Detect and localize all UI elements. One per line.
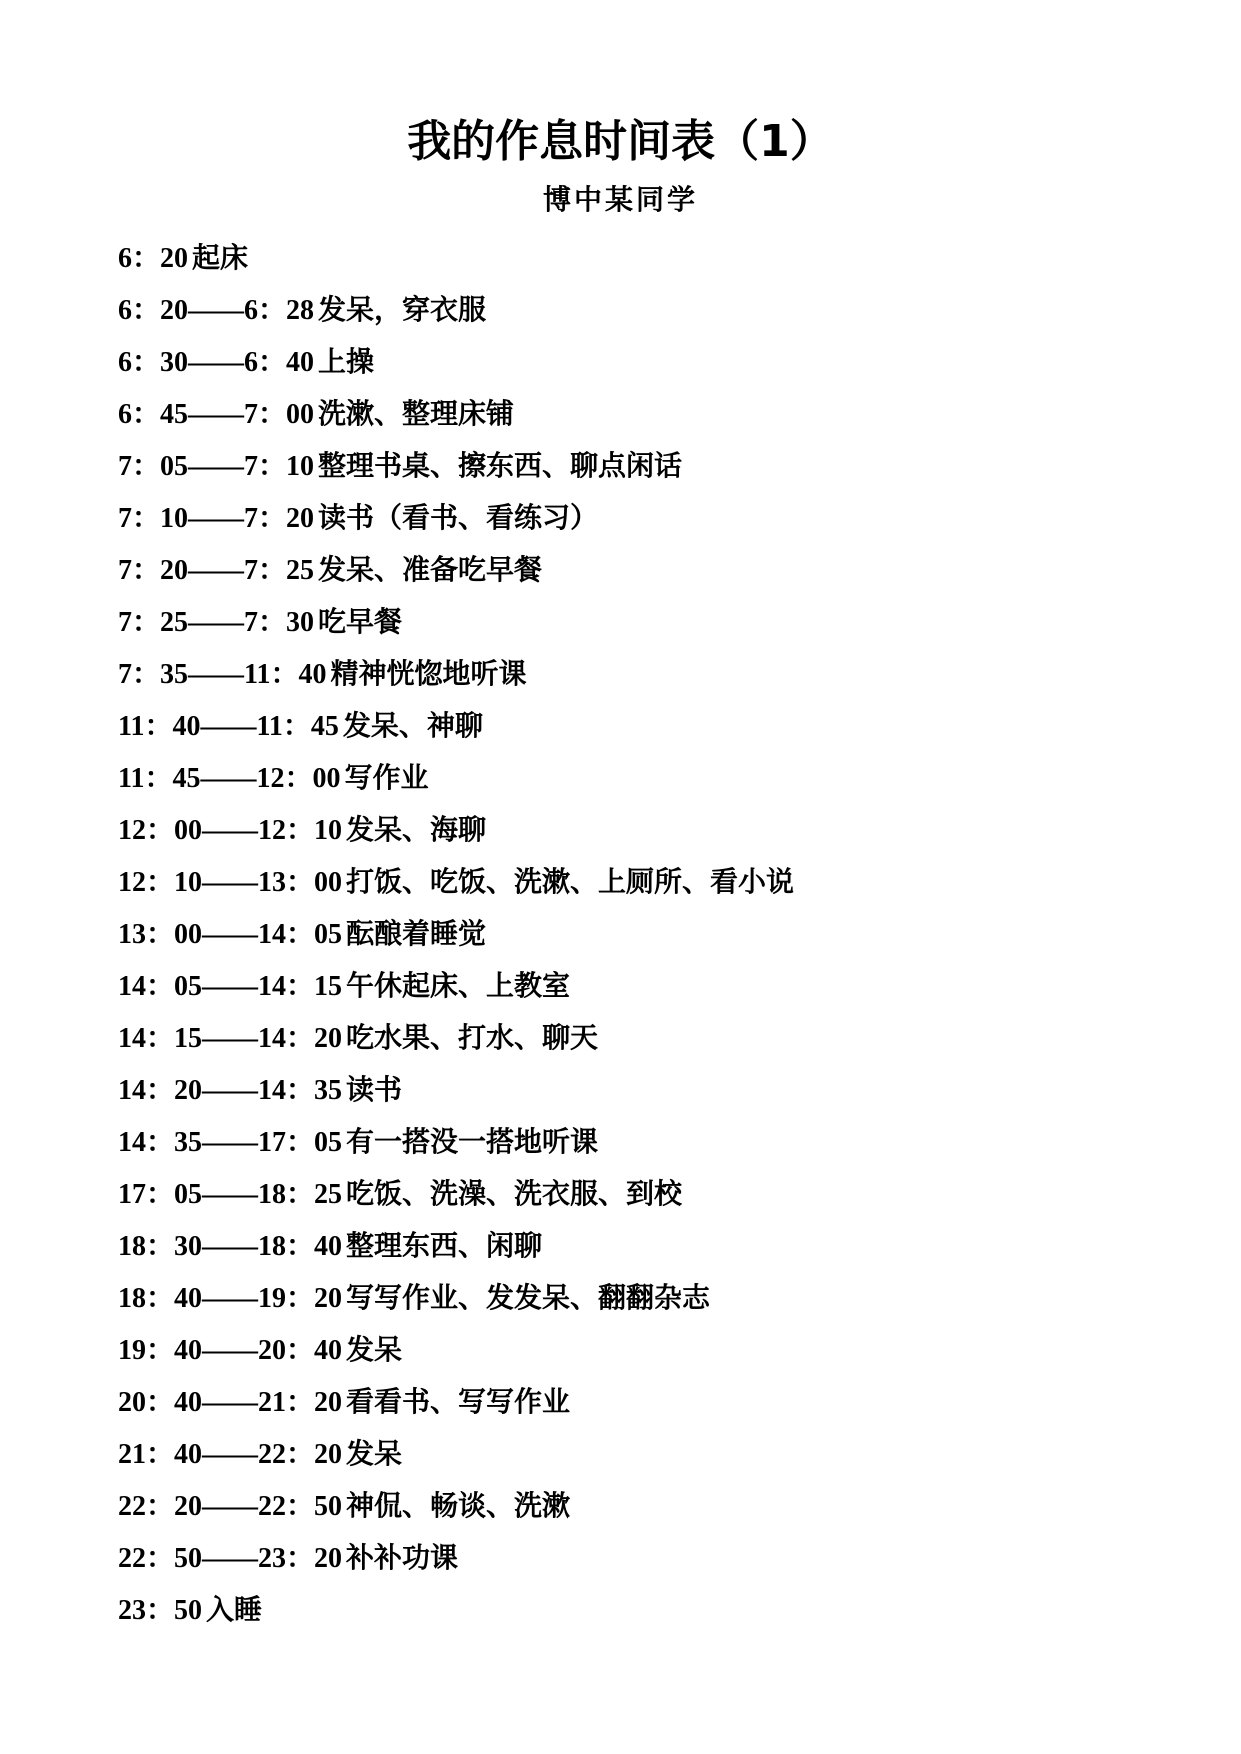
schedule-row: [118, 648, 794, 700]
schedule-activity: 入睡: [206, 1593, 263, 1626]
schedule-activity: 发呆，穿衣服: [318, 293, 487, 326]
schedule-time: 6：20: [118, 243, 189, 274]
schedule-activity: 吃饭、洗澡、洗衣服、到校: [346, 1177, 683, 1210]
schedule-time: 17：05——18：25: [118, 1179, 343, 1210]
schedule-activity: 发呆、准备吃早餐: [318, 553, 543, 586]
document-author: 博中某同学: [542, 183, 698, 216]
schedule-time: 6：20——6：28: [118, 295, 315, 326]
schedule-row: [118, 232, 794, 284]
schedule-time: 23：50: [118, 1595, 203, 1626]
schedule-time: 22：50——23：20: [118, 1543, 343, 1574]
schedule-activity: 整理书桌、擦东西、聊点闲话: [318, 449, 683, 482]
schedule-activity: 补补功课: [346, 1541, 459, 1574]
schedule-row: [118, 1012, 794, 1064]
schedule-time: 7：10——7：20: [118, 503, 315, 534]
schedule-activity: 整理东西、闲聊: [346, 1229, 543, 1262]
schedule-activity: 写写作业、发发呆、翻翻杂志: [346, 1281, 711, 1314]
schedule-row: [118, 752, 794, 804]
schedule-time: 11：40——11：45: [118, 711, 339, 742]
schedule-activity: 神侃、畅谈、洗漱: [346, 1489, 571, 1522]
schedule-time: 12：00——12：10: [118, 815, 343, 846]
schedule-row: [118, 544, 794, 596]
schedule-row: [118, 1428, 794, 1480]
schedule-row: [118, 492, 794, 544]
schedule-time: 18：40——19：20: [118, 1283, 343, 1314]
schedule-row: [118, 908, 794, 960]
schedule-time: 20：40——21：20: [118, 1387, 343, 1418]
schedule-row: [118, 440, 794, 492]
schedule-time: 7：35——11：40: [118, 659, 327, 690]
schedule-row: [118, 1220, 794, 1272]
schedule-row: [118, 1116, 794, 1168]
schedule-row: [118, 856, 794, 908]
schedule-activity: 发呆: [346, 1333, 403, 1366]
schedule-row: [118, 1272, 794, 1324]
schedule-activity: 洗漱、整理床铺: [318, 397, 515, 430]
document-title: 我的作息时间表（1）: [407, 116, 834, 167]
schedule-activity: 午休起床、上教室: [346, 969, 571, 1002]
schedule-time: 13：00——14：05: [118, 919, 343, 950]
schedule-activity: 发呆、海聊: [346, 813, 487, 846]
schedule-activity: 有一搭没一搭地听课: [346, 1125, 599, 1158]
schedule-row: [118, 596, 794, 648]
schedule-time: 22：20——22：50: [118, 1491, 343, 1522]
schedule-activity: 起床: [192, 241, 249, 274]
schedule-activity: 看看书、写写作业: [346, 1385, 571, 1418]
schedule-time: 18：30——18：40: [118, 1231, 343, 1262]
schedule-row: [118, 960, 794, 1012]
schedule-time: 14：20——14：35: [118, 1075, 343, 1106]
schedule-activity: 吃水果、打水、聊天: [346, 1021, 599, 1054]
schedule-row: [118, 1480, 794, 1532]
schedule-time: 7：05——7：10: [118, 451, 315, 482]
schedule-row: [118, 804, 794, 856]
schedule-time: 7：20——7：25: [118, 555, 315, 586]
schedule-row: [118, 284, 794, 336]
schedule-time: 19：40——20：40: [118, 1335, 343, 1366]
schedule-row: [118, 1064, 794, 1116]
schedule-activity: 读书: [346, 1073, 403, 1106]
schedule-row: [118, 700, 794, 752]
schedule-activity: 读书（看书、看练习）: [318, 501, 599, 534]
schedule-activity: 吃早餐: [318, 605, 403, 638]
schedule-time: 12：10——13：00: [118, 867, 343, 898]
schedule-time: 14：35——17：05: [118, 1127, 343, 1158]
schedule-activity: 发呆、神聊: [342, 709, 483, 742]
schedule-row: [118, 1168, 794, 1220]
schedule-row: [118, 336, 794, 388]
schedule-row: [118, 1584, 794, 1636]
schedule-time: 14：05——14：15: [118, 971, 343, 1002]
schedule-time: 6：45——7：00: [118, 399, 315, 430]
schedule-time: 6：30——6：40: [118, 347, 315, 378]
schedule-time: 14：15——14：20: [118, 1023, 343, 1054]
schedule-activity: 精神恍惚地听课: [330, 657, 527, 690]
schedule-row: [118, 388, 794, 440]
schedule-time: 21：40——22：20: [118, 1439, 343, 1470]
schedule-row: [118, 1532, 794, 1584]
schedule-activity: 发呆: [346, 1437, 403, 1470]
schedule-activity: 酝酿着睡觉: [346, 917, 487, 950]
schedule-row: [118, 1324, 794, 1376]
schedule-activity: 打饭、吃饭、洗漱、上厕所、看小说: [346, 865, 795, 898]
schedule-row: [118, 1376, 794, 1428]
schedule-activity: 写作业: [344, 761, 429, 794]
schedule-time: 11：45——12：00: [118, 763, 341, 794]
schedule-activity: 上操: [318, 345, 375, 378]
schedule-list: [118, 232, 794, 1636]
schedule-time: 7：25——7：30: [118, 607, 315, 638]
